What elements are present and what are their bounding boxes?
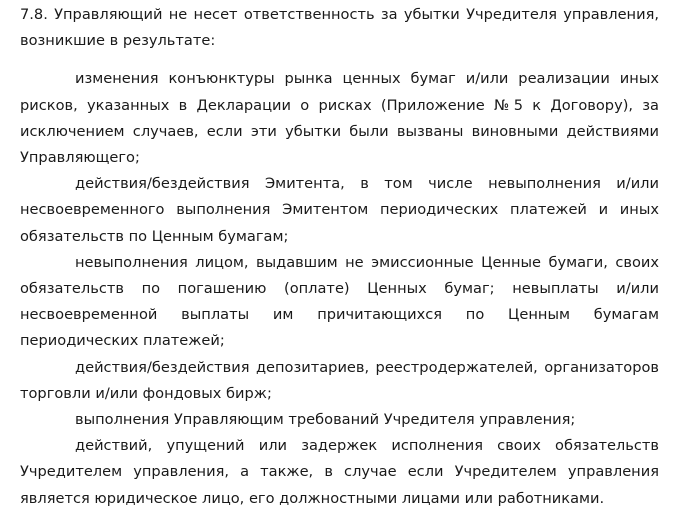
clause-item bbox=[20, 355, 659, 407]
clause-item bbox=[20, 66, 659, 171]
clause-item bbox=[20, 171, 659, 250]
clause-item-text: действия/бездействия депозитариев, реестродержателей, организаторов торговли и/или фондовых бирж; bbox=[20, 358, 659, 402]
clause-item-text: изменения конъюнктуры рынка ценных бумаг и/или реализации иных рисков, указанных в Декларации о рисках (Приложение №5 к Договору), за исключением случаев, если эти убытки были вызваны виновными действиями Управляющего; bbox=[20, 70, 659, 167]
clause-item bbox=[20, 433, 659, 512]
clause-item-text: действий, упущений или задержек исполнения своих обязательств Учредителем управления, а также, в случае если Учредителем управления является юридическое лицо, его должностными лицами или работниками. bbox=[20, 437, 659, 507]
clause-item-text: невыполнения лицом, выдавшим не эмиссионные Ценные бумаги, своих обязательств по погашению (оплате) Ценных бумаг; невыплаты и/или несвоевременной выплаты им причитающихся по Ценным бумагам периодических платежей; bbox=[20, 253, 659, 350]
clause-item-text: действия/бездействия Эмитента, в том числе невыполнения и/или несвоевременного выполнения Эмитентом периодических платежей и иных обязательств по Ценным бумагам; bbox=[20, 175, 659, 245]
clause-intro: 7.8. Управляющий не несет ответственность за убытки Учредителя управления, возникшие в результате: bbox=[20, 6, 659, 50]
clause-item-text: выполнения Управляющим требований Учредителя управления; bbox=[75, 411, 576, 429]
clause-item bbox=[20, 250, 659, 355]
clause-item bbox=[20, 407, 659, 433]
